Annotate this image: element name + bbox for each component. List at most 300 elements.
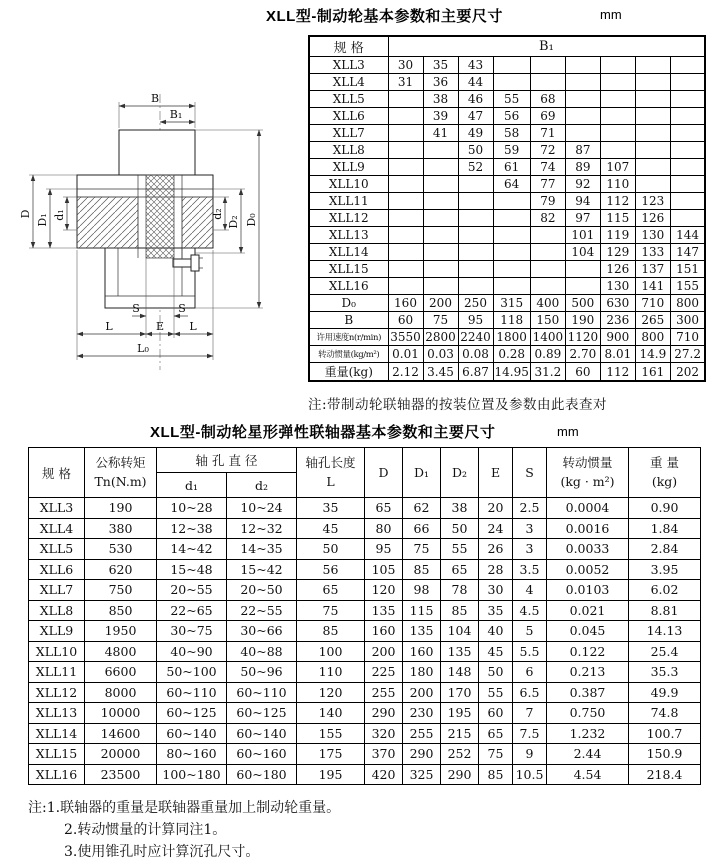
- table-cell: 115: [403, 600, 441, 621]
- table-cell: 89: [565, 159, 600, 176]
- table-cell: 850: [85, 600, 157, 621]
- table-cell: 420: [365, 764, 403, 785]
- table-cell: [670, 57, 705, 74]
- table-cell: 14.13: [629, 621, 701, 642]
- row-label: 许用速度n(r/min): [309, 329, 388, 346]
- table-cell: 65: [441, 559, 479, 580]
- table-cell: 115: [600, 210, 635, 227]
- table-row: [309, 142, 705, 159]
- table-cell: 160: [388, 295, 423, 312]
- table-cell: 6: [513, 662, 547, 683]
- table-cell: 60~140: [157, 723, 227, 744]
- table-cell: [458, 210, 493, 227]
- table-cell: 30: [388, 57, 423, 74]
- table-cell: [458, 278, 493, 295]
- table-cell: 62: [403, 498, 441, 519]
- table-cell: 55: [479, 682, 513, 703]
- table-cell: 74: [530, 159, 565, 176]
- table-cell: [530, 278, 565, 295]
- table-cell: [388, 159, 423, 176]
- table-cell: [600, 125, 635, 142]
- table-cell: 31.2: [530, 363, 565, 382]
- torque-header-line1: 公称转矩: [95, 454, 146, 470]
- table-row: [309, 278, 705, 295]
- table-cell: 22~55: [227, 600, 297, 621]
- table1-header-row: [309, 36, 705, 57]
- table-cell: [423, 261, 458, 278]
- table-cell: 0.122: [547, 641, 629, 662]
- table-cell: 370: [365, 744, 403, 765]
- table-cell: 4800: [85, 641, 157, 662]
- row-label: 重量(kg): [309, 363, 388, 382]
- table-cell: [388, 193, 423, 210]
- table-cell: [670, 125, 705, 142]
- table-cell: 60~110: [157, 682, 227, 703]
- table-cell: 200: [423, 295, 458, 312]
- table-cell: 77: [530, 176, 565, 193]
- table-row: [309, 312, 705, 329]
- table-cell: 79: [530, 193, 565, 210]
- table-row: [309, 227, 705, 244]
- table-cell: 236: [600, 312, 635, 329]
- table-cell: 2.70: [565, 346, 600, 363]
- table-cell: 6.02: [629, 580, 701, 601]
- table-cell: 1.84: [629, 518, 701, 539]
- spider-crosshatch: [146, 175, 174, 258]
- table-cell: 27.2: [670, 346, 705, 363]
- table-cell: [530, 261, 565, 278]
- table-cell: [600, 108, 635, 125]
- table-cell: 20: [479, 498, 513, 519]
- table-cell: [423, 210, 458, 227]
- table-cell: 28: [479, 559, 513, 580]
- table-cell: [493, 278, 530, 295]
- table-cell: 64: [493, 176, 530, 193]
- table2-D1-header: D₁: [403, 448, 441, 498]
- table-row: [309, 74, 705, 91]
- table-cell: 10000: [85, 703, 157, 724]
- table-cell: 50: [458, 142, 493, 159]
- table-cell: 7: [513, 703, 547, 724]
- inertia-header-line1: 转动惯量: [562, 454, 613, 470]
- table1-b1-header: B₁: [388, 36, 705, 57]
- table-cell: [423, 159, 458, 176]
- table-cell: [600, 142, 635, 159]
- table-cell: 60: [565, 363, 600, 382]
- table-cell: 140: [297, 703, 365, 724]
- table-cell: [670, 210, 705, 227]
- bore-len-header-line1: 轴孔长度: [305, 454, 356, 470]
- table-cell: 50~100: [157, 662, 227, 683]
- table-row: [29, 764, 701, 785]
- table-cell: 0.0103: [547, 580, 629, 601]
- table-cell: 0.01: [388, 346, 423, 363]
- table-row: [309, 57, 705, 74]
- row-label: XLL7: [309, 125, 388, 142]
- table-cell: 6600: [85, 662, 157, 683]
- table-cell: 30: [479, 580, 513, 601]
- table-cell: 15~48: [157, 559, 227, 580]
- row-label: XLL15: [29, 744, 85, 765]
- table-row: [309, 346, 705, 363]
- table-cell: 147: [670, 244, 705, 261]
- hatch-right: [182, 197, 213, 248]
- table-cell: 2.5: [513, 498, 547, 519]
- row-label: XLL7: [29, 580, 85, 601]
- table-cell: [493, 74, 530, 91]
- table-cell: [423, 176, 458, 193]
- table-row: [309, 261, 705, 278]
- row-label: XLL4: [309, 74, 388, 91]
- table-cell: 0.03: [423, 346, 458, 363]
- row-label: B: [309, 312, 388, 329]
- table-cell: [493, 57, 530, 74]
- row-label: XLL13: [309, 227, 388, 244]
- table-cell: 180: [403, 662, 441, 683]
- table-cell: 155: [670, 278, 705, 295]
- table1-spec-header: 规 格: [309, 36, 388, 57]
- table-cell: 56: [297, 559, 365, 580]
- table-cell: 150: [530, 312, 565, 329]
- footnote-3: 3.使用锥孔时应计算沉孔尺寸。: [64, 844, 260, 860]
- row-label: XLL11: [29, 662, 85, 683]
- table-cell: 69: [530, 108, 565, 125]
- table1-body: [309, 36, 705, 381]
- table-cell: 80~160: [157, 744, 227, 765]
- row-label: XLL4: [29, 518, 85, 539]
- table-cell: 49: [458, 125, 493, 142]
- table-row: [309, 295, 705, 312]
- table-cell: [493, 261, 530, 278]
- row-label: XLL3: [29, 498, 85, 519]
- brake-wheel-table: [308, 35, 706, 382]
- row-label: XLL5: [309, 91, 388, 108]
- row-label: 转动惯量(kg/m²): [309, 346, 388, 363]
- table-row: [29, 641, 701, 662]
- row-label: XLL3: [309, 57, 388, 74]
- table-cell: 75: [423, 312, 458, 329]
- table-row: [309, 176, 705, 193]
- table-cell: [565, 261, 600, 278]
- table-cell: [388, 125, 423, 142]
- table-row: [29, 580, 701, 601]
- table-cell: 65: [365, 498, 403, 519]
- table2-inertia-header: [547, 448, 629, 498]
- table-cell: 35: [297, 498, 365, 519]
- table-cell: 710: [635, 295, 670, 312]
- table-cell: 20~55: [157, 580, 227, 601]
- table2-weight-header: [629, 448, 701, 498]
- table-cell: [530, 57, 565, 74]
- table-cell: 40~88: [227, 641, 297, 662]
- table-cell: 39: [423, 108, 458, 125]
- table-cell: 290: [403, 744, 441, 765]
- row-label: XLL8: [29, 600, 85, 621]
- table-cell: 800: [635, 329, 670, 346]
- table-row: [29, 682, 701, 703]
- table-cell: 325: [403, 764, 441, 785]
- table-cell: 0.021: [547, 600, 629, 621]
- table-cell: [493, 210, 530, 227]
- table-row: [29, 559, 701, 580]
- table-cell: [388, 142, 423, 159]
- dim-label-E: E: [155, 320, 165, 333]
- table-cell: [458, 176, 493, 193]
- table-cell: 4.5: [513, 600, 547, 621]
- table-cell: [635, 176, 670, 193]
- table-row: [309, 210, 705, 227]
- table-cell: 161: [635, 363, 670, 382]
- table-cell: [423, 227, 458, 244]
- dim-label-B1: B₁: [169, 108, 183, 121]
- table-cell: 82: [530, 210, 565, 227]
- table-cell: [423, 142, 458, 159]
- hatch-left: [77, 197, 138, 248]
- table-cell: 30~75: [157, 621, 227, 642]
- table-cell: 170: [441, 682, 479, 703]
- table2-E-header: E: [479, 448, 513, 498]
- table-cell: 200: [403, 682, 441, 703]
- table-cell: 135: [365, 600, 403, 621]
- table2-d2-header: d₂: [227, 473, 297, 498]
- table-cell: [388, 176, 423, 193]
- table-cell: 100.7: [629, 723, 701, 744]
- table-cell: 97: [565, 210, 600, 227]
- table1-unit-label: mm: [600, 7, 622, 22]
- table-cell: 0.0033: [547, 539, 629, 560]
- weight-header-line2: (kg): [651, 473, 678, 489]
- table-row: [309, 193, 705, 210]
- table-cell: 252: [441, 744, 479, 765]
- table-cell: 2240: [458, 329, 493, 346]
- table-row: [309, 159, 705, 176]
- row-label: XLL16: [29, 764, 85, 785]
- coupling-table: [28, 447, 701, 785]
- table-cell: 3.95: [629, 559, 701, 580]
- row-label: XLL8: [309, 142, 388, 159]
- table-cell: [635, 125, 670, 142]
- table-cell: 15~42: [227, 559, 297, 580]
- table-cell: [635, 142, 670, 159]
- table-cell: 38: [423, 91, 458, 108]
- table-cell: 1950: [85, 621, 157, 642]
- table-cell: 0.28: [493, 346, 530, 363]
- table-cell: 3.5: [513, 559, 547, 580]
- table-cell: [670, 142, 705, 159]
- table-cell: 26: [479, 539, 513, 560]
- table-cell: 4.54: [547, 764, 629, 785]
- table-cell: 10~24: [227, 498, 297, 519]
- table-row: [29, 723, 701, 744]
- dim-label-S-right: S: [178, 302, 186, 315]
- table-cell: 35: [423, 57, 458, 74]
- table-row: [309, 363, 705, 382]
- table-cell: 380: [85, 518, 157, 539]
- table-cell: 202: [670, 363, 705, 382]
- table2-D2-header: D₂: [441, 448, 479, 498]
- table-cell: 46: [458, 91, 493, 108]
- table-cell: [600, 91, 635, 108]
- table-cell: [565, 91, 600, 108]
- table-cell: 74.8: [629, 703, 701, 724]
- table2-d1-header: d₁: [157, 473, 227, 498]
- table-cell: [388, 244, 423, 261]
- table-cell: 105: [365, 559, 403, 580]
- table-cell: 130: [635, 227, 670, 244]
- dim-label-D0: D₀: [245, 213, 258, 227]
- dim-label-L0: L₀: [137, 342, 149, 355]
- row-label: XLL11: [309, 193, 388, 210]
- table-cell: [600, 74, 635, 91]
- table-cell: 630: [600, 295, 635, 312]
- dim-label-L-right: L: [189, 320, 197, 333]
- table-cell: 175: [297, 744, 365, 765]
- table-cell: 7.5: [513, 723, 547, 744]
- table-cell: 50: [441, 518, 479, 539]
- table-cell: 41: [423, 125, 458, 142]
- table-cell: 118: [493, 312, 530, 329]
- table-cell: 150.9: [629, 744, 701, 765]
- table-cell: [635, 108, 670, 125]
- table-cell: 0.89: [530, 346, 565, 363]
- table-cell: 148: [441, 662, 479, 683]
- table-cell: 230: [403, 703, 441, 724]
- table-cell: 60~110: [227, 682, 297, 703]
- table-cell: [388, 108, 423, 125]
- table2-title: XLL型-制动轮星形弹性联轴器基本参数和主要尺寸: [150, 424, 496, 441]
- table-cell: 620: [85, 559, 157, 580]
- table-cell: [458, 244, 493, 261]
- table-cell: 36: [423, 74, 458, 91]
- table-cell: 3550: [388, 329, 423, 346]
- table-cell: 95: [458, 312, 493, 329]
- table-row: [29, 662, 701, 683]
- table-row: [309, 108, 705, 125]
- table-cell: 315: [493, 295, 530, 312]
- table-cell: 14600: [85, 723, 157, 744]
- table-cell: [670, 193, 705, 210]
- table-cell: 1400: [530, 329, 565, 346]
- row-label: XLL6: [309, 108, 388, 125]
- table-cell: [565, 57, 600, 74]
- table-cell: 60~140: [227, 723, 297, 744]
- table-cell: 75: [297, 600, 365, 621]
- table-row: [29, 744, 701, 765]
- table-cell: 104: [565, 244, 600, 261]
- table-cell: 119: [600, 227, 635, 244]
- table-cell: 320: [365, 723, 403, 744]
- table-cell: 0.213: [547, 662, 629, 683]
- table-cell: 1120: [565, 329, 600, 346]
- table-cell: 0.0016: [547, 518, 629, 539]
- table2-bore-len-header: [297, 448, 365, 498]
- table-cell: 900: [600, 329, 635, 346]
- table-row: [309, 91, 705, 108]
- table-cell: 530: [85, 539, 157, 560]
- table-row: [29, 600, 701, 621]
- table-cell: 14~35: [227, 539, 297, 560]
- table-cell: 123: [635, 193, 670, 210]
- row-label: XLL16: [309, 278, 388, 295]
- footnotes: [28, 797, 340, 863]
- table-cell: [670, 108, 705, 125]
- table-cell: [530, 74, 565, 91]
- table-cell: 800: [670, 295, 705, 312]
- table-cell: [388, 227, 423, 244]
- table-cell: [565, 74, 600, 91]
- table-cell: 215: [441, 723, 479, 744]
- table-cell: 250: [458, 295, 493, 312]
- table-cell: 225: [365, 662, 403, 683]
- table-cell: 71: [530, 125, 565, 142]
- table-cell: 60~125: [227, 703, 297, 724]
- table-cell: 60~125: [157, 703, 227, 724]
- footnote-2: 2.转动惯量的计算同注1。: [64, 822, 227, 838]
- table-cell: 104: [441, 621, 479, 642]
- table-cell: 500: [565, 295, 600, 312]
- table-cell: [458, 261, 493, 278]
- table2-body: [29, 448, 701, 785]
- table2-unit-label: mm: [557, 424, 579, 439]
- table-cell: [388, 210, 423, 227]
- table-cell: 85: [403, 559, 441, 580]
- weight-header-line1: 重 量: [650, 454, 679, 470]
- table-cell: 144: [670, 227, 705, 244]
- table-cell: 255: [403, 723, 441, 744]
- table-cell: 68: [530, 91, 565, 108]
- table-cell: 2.44: [547, 744, 629, 765]
- table-cell: 120: [297, 682, 365, 703]
- dim-label-d1: d₁: [53, 209, 66, 221]
- table-cell: 45: [297, 518, 365, 539]
- table-cell: 75: [479, 744, 513, 765]
- table-cell: 135: [403, 621, 441, 642]
- dim-label-B: B: [150, 92, 160, 105]
- table-row: [309, 329, 705, 346]
- row-label: XLL9: [309, 159, 388, 176]
- row-label: XLL13: [29, 703, 85, 724]
- table-row: [309, 244, 705, 261]
- table-row: [29, 498, 701, 519]
- table-cell: 200: [365, 641, 403, 662]
- table-cell: 50: [479, 662, 513, 683]
- table2-spec-header: 规 格: [29, 448, 85, 498]
- table-cell: 126: [600, 261, 635, 278]
- table-cell: 100~180: [157, 764, 227, 785]
- table-cell: [493, 193, 530, 210]
- table-cell: 130: [600, 278, 635, 295]
- table2-header-row-1: [29, 448, 701, 473]
- table-cell: 3: [513, 539, 547, 560]
- table-cell: 133: [635, 244, 670, 261]
- table-cell: 65: [297, 580, 365, 601]
- table-cell: 0.0052: [547, 559, 629, 580]
- table-cell: [670, 91, 705, 108]
- table-cell: 87: [565, 142, 600, 159]
- table-cell: 40: [479, 621, 513, 642]
- table-cell: 72: [530, 142, 565, 159]
- table-cell: 85: [297, 621, 365, 642]
- table-cell: 137: [635, 261, 670, 278]
- table2-bore-dia-header: 轴 孔 直 径: [157, 448, 297, 473]
- table-cell: 710: [670, 329, 705, 346]
- table-cell: 38: [441, 498, 479, 519]
- table-cell: 0.387: [547, 682, 629, 703]
- row-label: XLL5: [29, 539, 85, 560]
- table-row: [29, 518, 701, 539]
- table-cell: 195: [297, 764, 365, 785]
- table-cell: [565, 125, 600, 142]
